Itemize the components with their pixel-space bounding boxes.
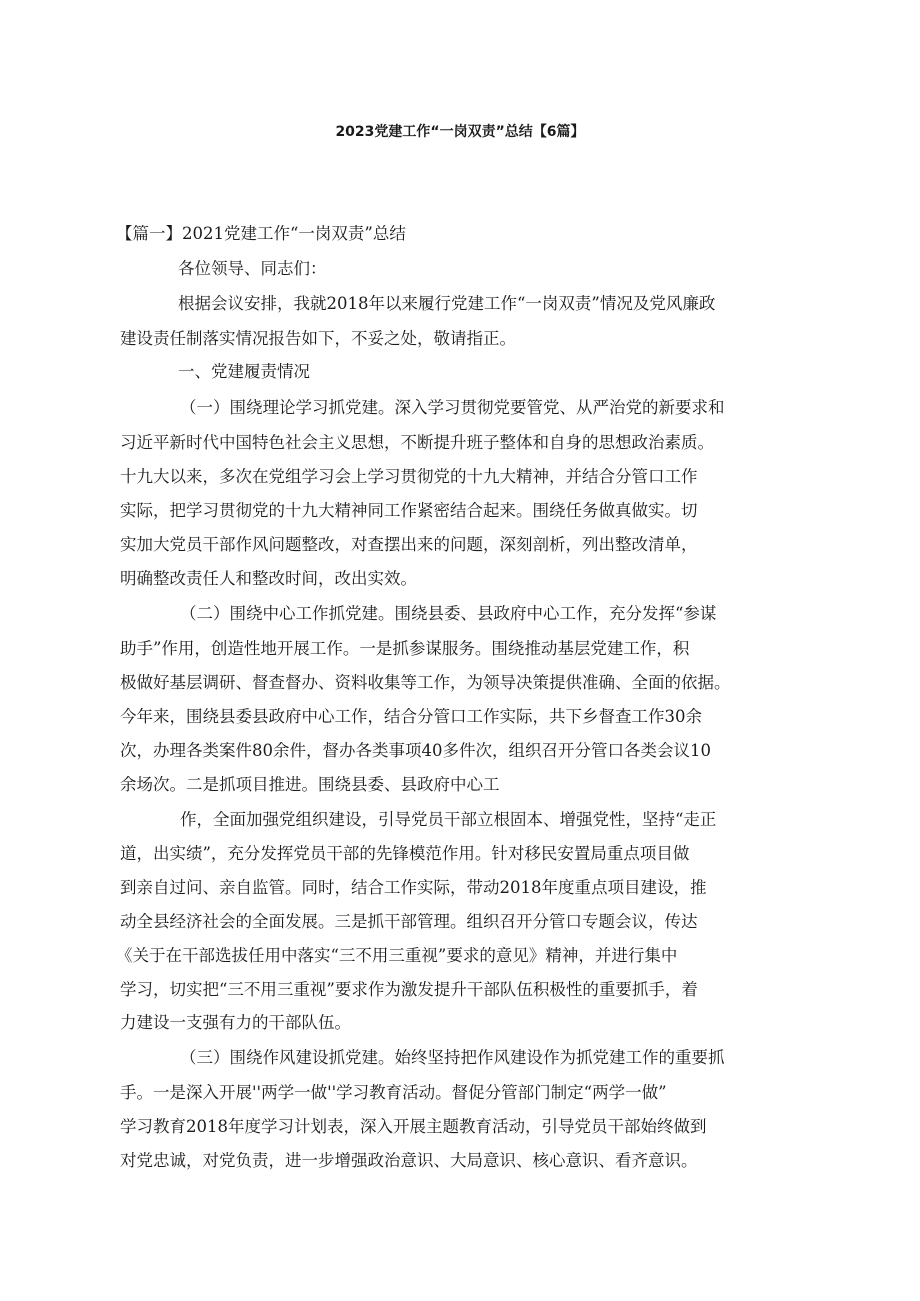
paragraph-line: （三）围绕作风建设抓党建。始终坚持把作风建设作为抓党建工作的重要抓	[180, 1048, 725, 1067]
paragraph-line: 《关于在干部选拔任用中落实“三不用三重视”要求的意见》精神，并进行集中	[116, 946, 678, 965]
paragraph-line: 学习，切实把“三不用三重视”要求作为激发提升干部队伍积极性的重要抓手，着	[120, 980, 698, 999]
paragraph-line: 手。一是深入开展''两学一做''学习教育活动。督促分管部门制定“两学一做”	[120, 1083, 667, 1102]
paragraph-line: 明确整改责任人和整改时间，改出实效。	[120, 569, 417, 588]
paragraph-line: 助手”作用，创造性地开展工作。一是抓参谋服务。围绕推动基层党建工作，积	[120, 639, 690, 658]
paragraph-line: 根据会议安排，我就2018年以来履行党建工作“一岗双责”情况及党风廉政	[178, 294, 716, 313]
paragraph-line: 实加大党员干部作风问题整改，对查摆出来的问题，深刻剖析，列出整改清单，	[120, 535, 698, 554]
paragraph-line: 今年来，围绕县委县政府中心工作，结合分管口工作实际，共下乡督查工作30余	[120, 707, 702, 726]
subheading: 一、党建履责情况	[178, 362, 310, 381]
paragraph-line: 对党忠诚，对党负责，进一步增强政治意识、大局意识、核心意识、看齐意识。	[120, 1151, 698, 1170]
paragraph-line: 作，全面加强党组织建设，引导党员干部立根固本、增强党性，坚持“走正	[180, 810, 717, 829]
paragraph-line: 实际，把学习贯彻党的十九大精神同工作紧密结合起来。围绕任务做真做实。切	[120, 501, 698, 520]
paragraph-line: 建设责任制落实情况报告如下，不妥之处，敬请指正。	[120, 329, 516, 348]
paragraph-line: 力建设一支强有力的干部队伍。	[120, 1013, 351, 1032]
document-title: 2023党建工作“一岗双责”总结【6篇】	[335, 124, 585, 140]
paragraph-line: 动全县经济社会的全面发展。三是抓干部管理。组织召开分管口专题会议，传达	[120, 912, 698, 931]
paragraph-line: 极做好基层调研、督查督办、资料收集等工作，为领导决策提供准确、全面的依据。	[120, 673, 731, 692]
paragraph-line: 到亲自过问、亲自监管。同时，结合工作实际，带动2018年度重点项目建设，推	[120, 878, 707, 897]
salutation: 各位领导、同志们：	[178, 259, 327, 278]
paragraph-line: 学习教育2018年度学习计划表，深入开展主题教育活动，引导党员干部始终做到	[120, 1117, 707, 1136]
paragraph-line: 道，出实绩”，充分发挥党员干部的先锋模范作用。针对移民安置局重点项目做	[120, 844, 690, 863]
section-heading: 【篇一】2021党建工作“一岗双责”总结	[116, 224, 406, 243]
paragraph-line: 次，办理各类案件80余件，督办各类事项40多件次，组织召开分管口各类会议10	[120, 741, 711, 760]
paragraph-line: 十九大以来，多次在党组学习会上学习贯彻党的十九大精神，并结合分管口工作	[120, 467, 698, 486]
paragraph-line: （一）围绕理论学习抓党建。深入学习贯彻党要管党、从严治党的新要求和	[180, 398, 725, 417]
paragraph-line: （二）围绕中心工作抓党建。围绕县委、县政府中心工作，充分发挥“参谋	[180, 604, 717, 623]
paragraph-line: 习近平新时代中国特色社会主义思想，不断提升班子整体和自身的思想政治素质。	[120, 433, 714, 452]
paragraph-line: 余场次。二是抓项目推进。围绕县委、县政府中心工	[120, 775, 500, 794]
